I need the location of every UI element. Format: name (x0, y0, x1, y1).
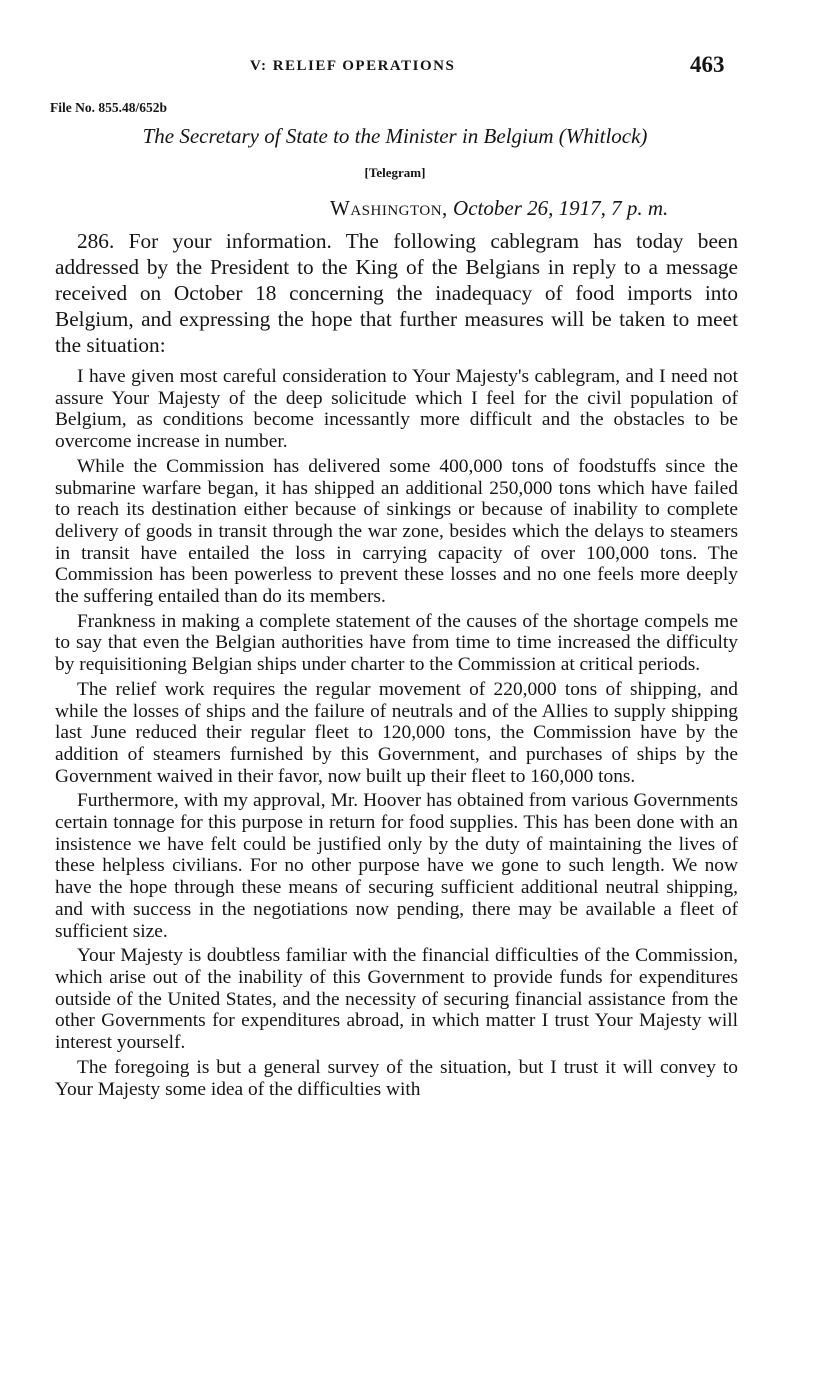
message-paragraph: Frankness in making a complete statement of the causes of the shortage compels me to say that even the Belgian authorities have from time to time increased the difficulty by requisitioning Belgian ships under charter to the Commission at critical periods. (55, 610, 738, 676)
message-paragraph: The foregoing is but a general survey of the situation, but I trust it will convey to Your Majesty some idea of the difficulties with (55, 1056, 738, 1100)
message-paragraph: Furthermore, with my approval, Mr. Hoover has obtained from various Governments certain tonnage for this purpose in return for food supplies. This has been done with an insistence we have felt could be justified only by the duty of maintaining the lives of these helpless civilians. For no other purpose have we gone to such length. We now have the hope through these means of securing sufficient additional neutral shipping, and with success in the negotiations now pending, there may be available a fleet of sufficient size. (55, 790, 738, 942)
message-paragraph: I have given most careful consideration to Your Majesty's cablegram, and I need not assure Your Majesty of the deep solicitude which I feel for the civil population of Belgium, as conditions become incessantly more difficult and the obstacles to be overcome increase in number. (55, 366, 738, 453)
page-number: 463 (690, 52, 725, 77)
dateline-date: October 26, 1917, 7 p. m. (453, 196, 669, 220)
dateline-place: Washington, (330, 196, 448, 220)
document-type: [Telegram] (364, 165, 426, 180)
document-title: The Secretary of State to the Minister in Belgium (Whitlock) (142, 124, 648, 148)
message-paragraph: The relief work requires the regular movement of 220,000 tons of shipping, and while the losses of ships and the failure of neutrals and of the Allies to supply shipping last June reduced their regular fleet to 120,000 tons, the Commission have by the addition of steamers furnished by this Government, and purchases of ships by the Government waived in their favor, now built up their fleet to 160,000 tons. (55, 678, 738, 787)
message-paragraph: While the Commission has delivered some 400,000 tons of foodstuffs since the submarine warfare began, it has shipped an additional 250,000 tons which have failed to reach its destination either because of sinkings or because of inability to complete delivery of goods in transit through the war zone, besides which the delays to steamers in transit have entailed the loss in carrying capacity of over 100,000 tons. The Commission has been powerless to prevent these losses and no one feels more deeply the suffering entailed than do its members. (55, 455, 738, 608)
file-number: File No. 855.48/652b (50, 100, 167, 115)
intro-block (55, 228, 738, 358)
message-paragraph: Your Majesty is doubtless familiar with the financial difficulties of the Commission, which arise out of the inability of this Government to provide funds for expenditures outside of the United States, and the necessity of securing financial assistance from the other Governments for expenditures abroad, in which matter I trust Your Majesty will interest yourself. (55, 945, 738, 1054)
dateline (330, 196, 668, 221)
message-block (55, 366, 738, 1103)
intro-paragraph: 286. For your information. The following cablegram has today been addressed by the President to the King of the Belgians in reply to a message received on October 18 concerning the inadequacy of food imports into Belgium, and expressing the hope that further measures will be taken to meet the situation: (55, 229, 738, 357)
running-head: V: RELIEF OPERATIONS (250, 58, 456, 74)
